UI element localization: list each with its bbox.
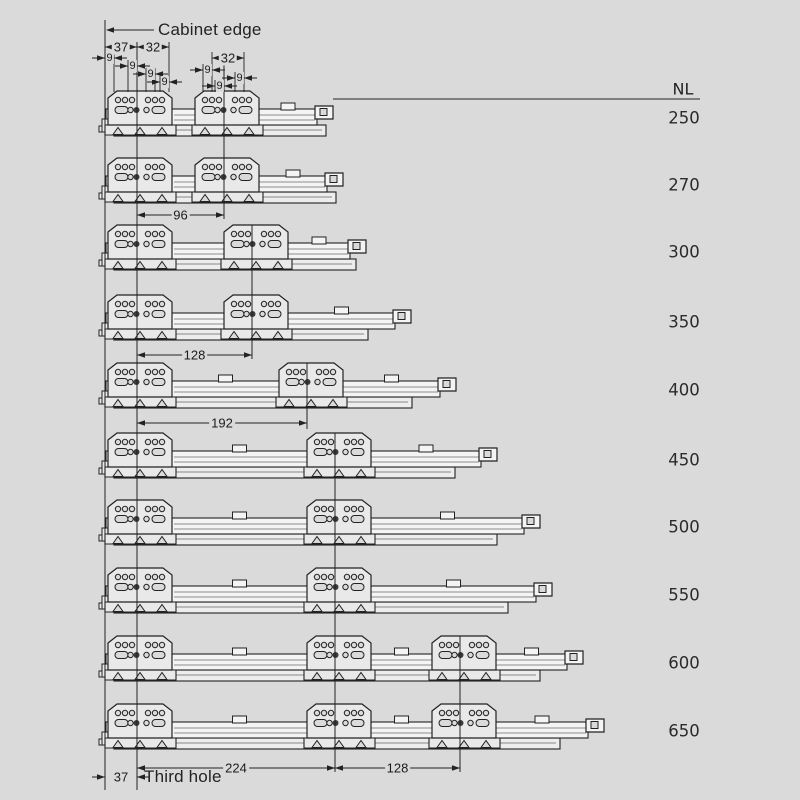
mounting-bracket: [221, 295, 292, 339]
nl-value-500: 500: [668, 517, 700, 537]
nl-column-header: NL: [672, 79, 694, 99]
cabinet-edge-label: Cabinet edge: [158, 20, 262, 39]
rail-clip: [419, 445, 433, 452]
mounting-bracket: [192, 91, 263, 135]
dim-label: 9: [236, 72, 243, 84]
nl-value-270: 270: [668, 175, 700, 195]
nl-value-250: 250: [668, 108, 700, 128]
mounting-bracket: [304, 500, 375, 544]
mounting-bracket: [304, 433, 375, 477]
dim-label: 32: [220, 50, 236, 66]
mounting-bracket: [304, 636, 375, 680]
dim-label: 9: [147, 68, 154, 80]
rail-clip: [447, 580, 461, 587]
dim-label: 9: [129, 60, 136, 72]
rail-clip: [535, 716, 549, 723]
dim-label: 32: [145, 39, 161, 55]
slide-row-550: [99, 568, 552, 613]
dim-label: 9: [161, 76, 168, 88]
slide-row-400: [99, 363, 456, 408]
rail-clip: [281, 103, 295, 110]
mounting-bracket: [105, 500, 176, 544]
mounting-bracket: [304, 704, 375, 748]
slide-row-350: [99, 295, 411, 340]
slide-row-650: [99, 704, 604, 749]
rail-clip: [395, 716, 409, 723]
nl-value-650: 650: [668, 721, 700, 741]
nl-value-300: 300: [668, 242, 700, 262]
rail-clip: [219, 375, 233, 382]
mounting-bracket: [105, 225, 176, 269]
rail-clip: [385, 375, 399, 382]
mounting-bracket: [105, 91, 176, 135]
rail-clip: [233, 648, 247, 655]
dim-label: 9: [106, 52, 113, 64]
mounting-bracket: [105, 363, 176, 407]
dim-label: 37: [113, 769, 129, 785]
slide-row-500: [99, 500, 540, 545]
rail-clip: [441, 512, 455, 519]
dim-label: 9: [216, 80, 223, 92]
rail-clip: [395, 648, 409, 655]
nl-value-350: 350: [668, 312, 700, 332]
dim-label: 192: [211, 415, 233, 431]
rail-clip: [312, 237, 326, 244]
nl-value-600: 600: [668, 653, 700, 673]
rail-clip: [233, 512, 247, 519]
dim-label: 96: [173, 207, 188, 223]
mounting-bracket: [105, 158, 176, 202]
mounting-bracket: [429, 704, 500, 748]
rail-clip: [233, 716, 247, 723]
rail-clip: [233, 445, 247, 452]
nl-value-400: 400: [668, 380, 700, 400]
slide-row-250: [99, 91, 333, 136]
mounting-bracket: [429, 636, 500, 680]
slide-row-300: [99, 225, 366, 270]
slide-row-600: [99, 636, 583, 681]
nl-value-550: 550: [668, 585, 700, 605]
rail-clip: [286, 170, 300, 177]
nl-value-450: 450: [668, 450, 700, 470]
mounting-bracket: [105, 295, 176, 339]
mounting-bracket: [105, 433, 176, 477]
slide-row-270: [99, 158, 343, 203]
mounting-bracket: [221, 225, 292, 269]
dim-label: 37: [113, 39, 129, 55]
rail-clip: [335, 307, 349, 314]
dim-label: 128: [183, 347, 206, 363]
mounting-bracket: [105, 704, 176, 748]
mounting-bracket: [276, 363, 347, 407]
third-hole-label: Third hole: [144, 767, 222, 786]
mounting-bracket: [105, 636, 176, 680]
rail-clip: [233, 580, 247, 587]
dim-label: 224: [225, 760, 247, 776]
mounting-bracket: [105, 568, 176, 612]
mounting-bracket: [192, 158, 263, 202]
dim-label: 128: [386, 760, 409, 776]
slide-row-450: [99, 433, 497, 478]
mounting-bracket: [304, 568, 375, 612]
dim-label: 9: [204, 64, 211, 76]
rail-clip: [525, 648, 539, 655]
